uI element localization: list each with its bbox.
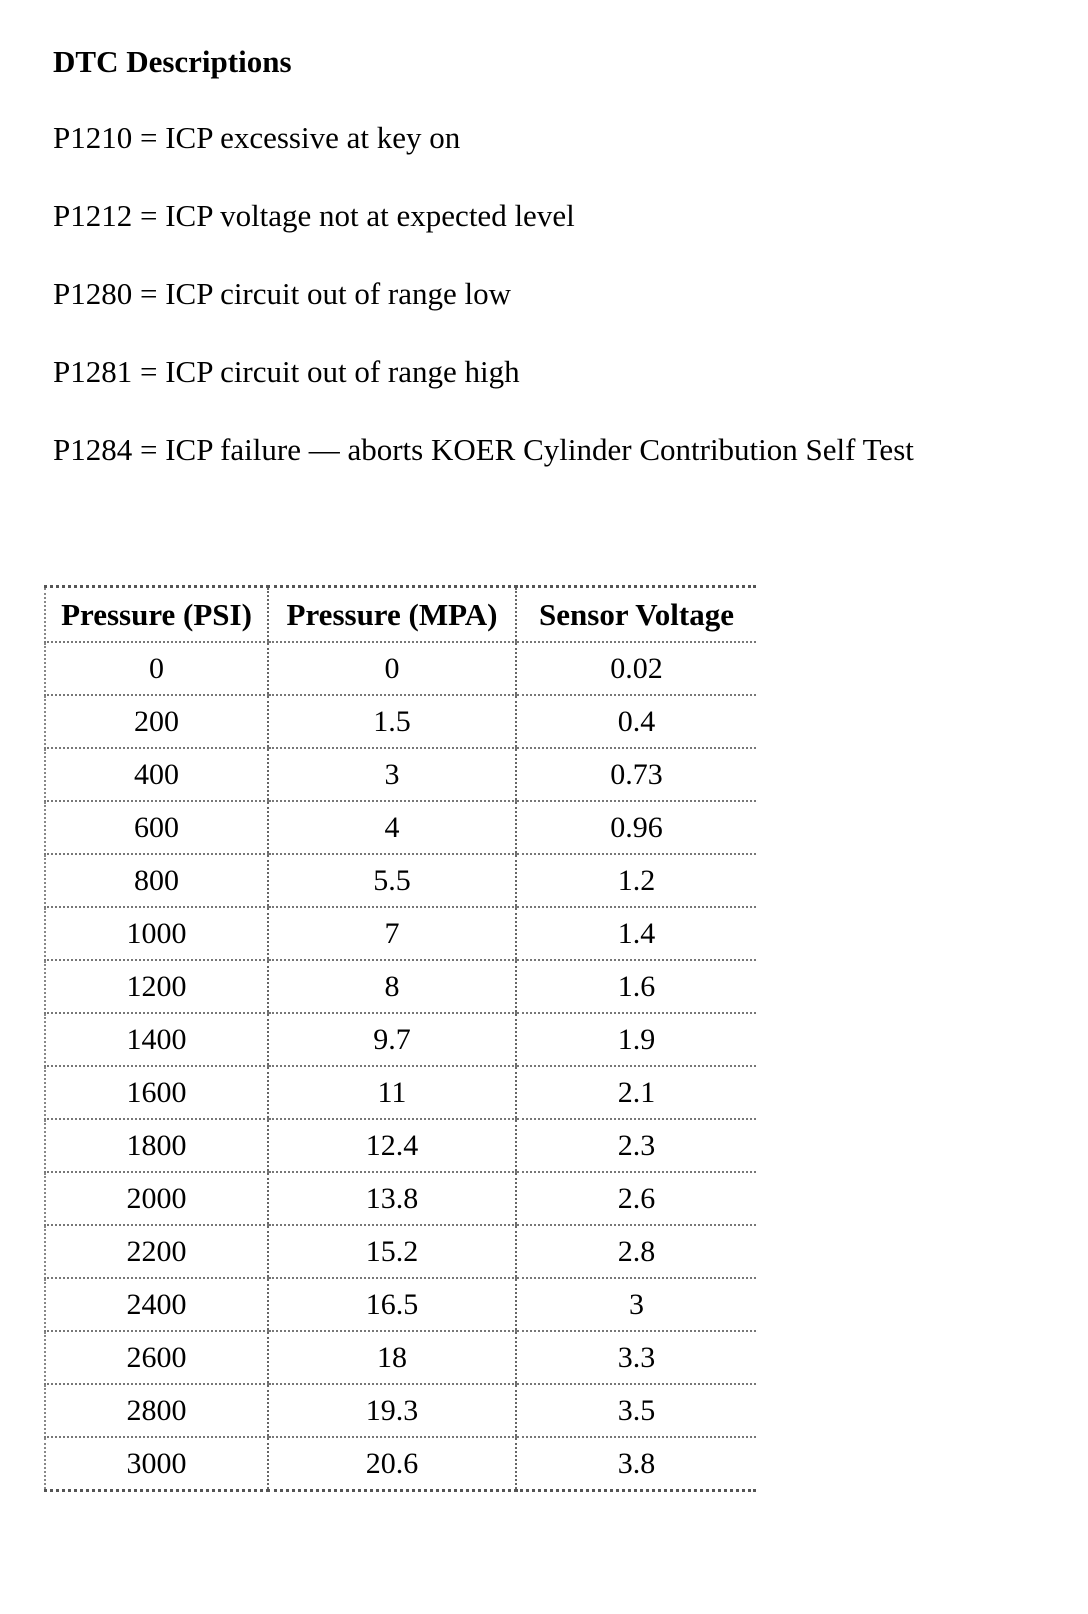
table-row — [45, 960, 756, 1013]
table-row — [45, 1331, 756, 1384]
dtc-description-p1284: P1284 = ICP failure — aborts KOER Cylinder Contribution Self Test — [53, 432, 914, 467]
cell-pressure-psi: 2000 — [45, 1172, 268, 1225]
cell-sensor-voltage: 0.73 — [516, 748, 756, 801]
cell-pressure-mpa: 20.6 — [268, 1437, 516, 1491]
cell-pressure-mpa: 9.7 — [268, 1013, 516, 1066]
cell-pressure-psi: 1800 — [45, 1119, 268, 1172]
cell-sensor-voltage: 0.4 — [516, 695, 756, 748]
cell-sensor-voltage: 3.8 — [516, 1437, 756, 1491]
table-row — [45, 1278, 756, 1331]
cell-pressure-psi: 2200 — [45, 1225, 268, 1278]
cell-sensor-voltage: 2.6 — [516, 1172, 756, 1225]
cell-pressure-mpa: 5.5 — [268, 854, 516, 907]
cell-sensor-voltage: 2.1 — [516, 1066, 756, 1119]
cell-sensor-voltage: 2.3 — [516, 1119, 756, 1172]
table-row — [45, 1119, 756, 1172]
column-header-sensor-voltage: Sensor Voltage — [516, 587, 756, 643]
dtc-description-p1281: P1281 = ICP circuit out of range high — [53, 354, 520, 389]
table-row — [45, 801, 756, 854]
cell-pressure-mpa: 19.3 — [268, 1384, 516, 1437]
cell-pressure-mpa: 18 — [268, 1331, 516, 1384]
table-row — [45, 748, 756, 801]
table-row — [45, 1225, 756, 1278]
column-header-pressure-mpa: Pressure (MPA) — [268, 587, 516, 643]
table-row — [45, 907, 756, 960]
cell-pressure-mpa: 7 — [268, 907, 516, 960]
cell-sensor-voltage: 3.3 — [516, 1331, 756, 1384]
table-row — [45, 1437, 756, 1491]
cell-sensor-voltage: 1.4 — [516, 907, 756, 960]
page-title: DTC Descriptions — [53, 44, 292, 79]
cell-pressure-psi: 800 — [45, 854, 268, 907]
cell-pressure-psi: 1600 — [45, 1066, 268, 1119]
cell-pressure-mpa: 12.4 — [268, 1119, 516, 1172]
cell-sensor-voltage: 3 — [516, 1278, 756, 1331]
cell-sensor-voltage: 0.96 — [516, 801, 756, 854]
column-header-pressure-psi: Pressure (PSI) — [45, 587, 268, 643]
cell-pressure-psi: 1000 — [45, 907, 268, 960]
cell-pressure-psi: 2600 — [45, 1331, 268, 1384]
cell-pressure-psi: 400 — [45, 748, 268, 801]
cell-pressure-mpa: 13.8 — [268, 1172, 516, 1225]
cell-pressure-mpa: 8 — [268, 960, 516, 1013]
cell-pressure-mpa: 16.5 — [268, 1278, 516, 1331]
cell-pressure-psi: 0 — [45, 642, 268, 695]
cell-sensor-voltage: 0.02 — [516, 642, 756, 695]
cell-sensor-voltage: 1.6 — [516, 960, 756, 1013]
cell-sensor-voltage: 3.5 — [516, 1384, 756, 1437]
cell-pressure-mpa: 15.2 — [268, 1225, 516, 1278]
table-row — [45, 1013, 756, 1066]
cell-sensor-voltage: 1.2 — [516, 854, 756, 907]
cell-pressure-psi: 2800 — [45, 1384, 268, 1437]
cell-pressure-psi: 200 — [45, 695, 268, 748]
table-row — [45, 854, 756, 907]
cell-pressure-mpa: 11 — [268, 1066, 516, 1119]
pressure-voltage-table — [44, 585, 756, 1492]
cell-pressure-psi: 1200 — [45, 960, 268, 1013]
dtc-description-p1280: P1280 = ICP circuit out of range low — [53, 276, 512, 311]
table-row — [45, 1172, 756, 1225]
cell-pressure-mpa: 3 — [268, 748, 516, 801]
table-row — [45, 1066, 756, 1119]
cell-sensor-voltage: 2.8 — [516, 1225, 756, 1278]
cell-pressure-mpa: 0 — [268, 642, 516, 695]
cell-pressure-mpa: 4 — [268, 801, 516, 854]
table-header-row — [45, 587, 756, 643]
cell-sensor-voltage: 1.9 — [516, 1013, 756, 1066]
table-row — [45, 695, 756, 748]
table-row — [45, 642, 756, 695]
cell-pressure-mpa: 1.5 — [268, 695, 516, 748]
dtc-description-p1210: P1210 = ICP excessive at key on — [53, 120, 461, 155]
cell-pressure-psi: 1400 — [45, 1013, 268, 1066]
table-row — [45, 1384, 756, 1437]
cell-pressure-psi: 3000 — [45, 1437, 268, 1491]
cell-pressure-psi: 2400 — [45, 1278, 268, 1331]
cell-pressure-psi: 600 — [45, 801, 268, 854]
dtc-description-p1212: P1212 = ICP voltage not at expected level — [53, 198, 575, 233]
